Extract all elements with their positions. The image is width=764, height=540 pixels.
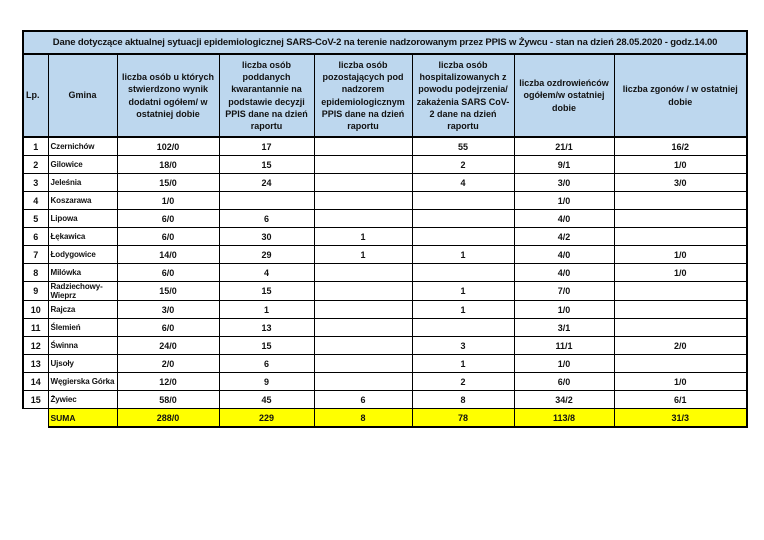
table-row xyxy=(23,156,747,174)
table-row xyxy=(23,301,747,319)
row-value xyxy=(314,355,412,373)
table-row xyxy=(23,337,747,355)
row-value: 15/0 xyxy=(117,174,219,192)
suma-value: 288/0 xyxy=(117,409,219,428)
row-value xyxy=(614,355,747,373)
col-header-hospitalized: liczba osób hospitalizowanych z powodu podejrzenia/ zakażenia SARS CoV-2 dane na dzień raportu xyxy=(412,54,514,137)
row-value: 58/0 xyxy=(117,391,219,409)
row-value: 3/0 xyxy=(514,174,614,192)
row-lp: 5 xyxy=(23,210,48,228)
row-value: 6 xyxy=(219,355,314,373)
table-row xyxy=(23,282,747,301)
row-value xyxy=(412,228,514,246)
row-gmina: Czernichów xyxy=(48,137,117,156)
row-value xyxy=(219,192,314,210)
row-value: 11/1 xyxy=(514,337,614,355)
row-value: 15 xyxy=(219,156,314,174)
suma-row xyxy=(23,409,747,428)
row-lp: 1 xyxy=(23,137,48,156)
row-value: 3/0 xyxy=(614,174,747,192)
row-value: 15 xyxy=(219,337,314,355)
row-value: 4/2 xyxy=(514,228,614,246)
row-value xyxy=(314,282,412,301)
table-row xyxy=(23,192,747,210)
row-value: 2 xyxy=(412,156,514,174)
row-value: 55 xyxy=(412,137,514,156)
row-value xyxy=(614,192,747,210)
row-lp: 8 xyxy=(23,264,48,282)
row-value: 1/0 xyxy=(117,192,219,210)
row-value: 9 xyxy=(219,373,314,391)
row-value: 2/0 xyxy=(614,337,747,355)
suma-value: 31/3 xyxy=(614,409,747,428)
row-gmina: Świnna xyxy=(48,337,117,355)
row-lp: 7 xyxy=(23,246,48,264)
row-value: 1/0 xyxy=(514,355,614,373)
col-header-positive-cases: liczba osób u których stwierdzono wynik dodatni ogółem/ w ostatniej dobie xyxy=(117,54,219,137)
row-value: 21/1 xyxy=(514,137,614,156)
row-value: 3/1 xyxy=(514,319,614,337)
row-gmina: Żywiec xyxy=(48,391,117,409)
row-value xyxy=(614,282,747,301)
row-value xyxy=(314,137,412,156)
row-gmina: Ujsoły xyxy=(48,355,117,373)
row-value: 14/0 xyxy=(117,246,219,264)
row-value xyxy=(314,319,412,337)
row-value: 6/0 xyxy=(117,264,219,282)
row-value xyxy=(314,156,412,174)
row-lp: 3 xyxy=(23,174,48,192)
row-gmina: Milówka xyxy=(48,264,117,282)
row-value xyxy=(314,264,412,282)
row-value xyxy=(614,210,747,228)
row-value: 24/0 xyxy=(117,337,219,355)
row-value xyxy=(314,373,412,391)
row-gmina: Koszarawa xyxy=(48,192,117,210)
table-row xyxy=(23,391,747,409)
row-value: 1 xyxy=(412,246,514,264)
row-value: 1/0 xyxy=(614,156,747,174)
suma-empty-cell xyxy=(23,409,48,428)
table-row xyxy=(23,355,747,373)
row-value: 6/0 xyxy=(117,210,219,228)
suma-value: 113/8 xyxy=(514,409,614,428)
row-lp: 10 xyxy=(23,301,48,319)
row-value: 1/0 xyxy=(514,192,614,210)
row-value: 6/0 xyxy=(514,373,614,391)
table-row xyxy=(23,319,747,337)
row-value xyxy=(314,301,412,319)
table-row xyxy=(23,264,747,282)
col-header-deaths: liczba zgonów / w ostatniej dobie xyxy=(614,54,747,137)
row-gmina: Radziechowy-Wieprz xyxy=(48,282,117,301)
row-gmina: Lipowa xyxy=(48,210,117,228)
row-value: 6 xyxy=(314,391,412,409)
col-header-epidemiological-supervision: liczba osób pozostających pod nadzorem epidemiologicznym PPIS dane na dzień raportu xyxy=(314,54,412,137)
row-value: 1 xyxy=(412,355,514,373)
row-value: 6/1 xyxy=(614,391,747,409)
row-value: 45 xyxy=(219,391,314,409)
row-value xyxy=(412,210,514,228)
row-gmina: Rajcza xyxy=(48,301,117,319)
row-value: 7/0 xyxy=(514,282,614,301)
row-value: 3 xyxy=(412,337,514,355)
row-value: 15/0 xyxy=(117,282,219,301)
suma-label: SUMA xyxy=(48,409,117,428)
row-lp: 2 xyxy=(23,156,48,174)
row-gmina: Węgierska Górka xyxy=(48,373,117,391)
row-gmina: Łodygowice xyxy=(48,246,117,264)
row-lp: 14 xyxy=(23,373,48,391)
row-value: 8 xyxy=(412,391,514,409)
row-value xyxy=(412,319,514,337)
row-value: 2/0 xyxy=(117,355,219,373)
row-lp: 4 xyxy=(23,192,48,210)
col-header-gmina: Gmina xyxy=(48,54,117,137)
row-value: 1/0 xyxy=(614,246,747,264)
row-value xyxy=(314,337,412,355)
row-lp: 15 xyxy=(23,391,48,409)
table-row xyxy=(23,174,747,192)
row-lp: 12 xyxy=(23,337,48,355)
row-value: 1 xyxy=(412,282,514,301)
row-value: 6/0 xyxy=(117,228,219,246)
table-title: Dane dotyczące aktualnej sytuacji epidemiologicznej SARS-CoV-2 na terenie nadzorowanym przez PPIS w Żywcu - stan na dzień 28.05.2020 - godz.14.00 xyxy=(23,31,747,54)
row-value: 1 xyxy=(412,301,514,319)
row-value: 1 xyxy=(314,228,412,246)
row-value: 16/2 xyxy=(614,137,747,156)
row-value: 15 xyxy=(219,282,314,301)
row-value: 18/0 xyxy=(117,156,219,174)
row-lp: 13 xyxy=(23,355,48,373)
row-lp: 9 xyxy=(23,282,48,301)
row-value: 2 xyxy=(412,373,514,391)
row-value xyxy=(314,210,412,228)
row-value: 4 xyxy=(412,174,514,192)
header-row xyxy=(23,54,747,137)
suma-value: 229 xyxy=(219,409,314,428)
row-value: 102/0 xyxy=(117,137,219,156)
col-header-quarantine: liczba osób poddanych kwarantannie na podstawie decyzji PPIS dane na dzień raportu xyxy=(219,54,314,137)
row-value xyxy=(412,192,514,210)
suma-value: 8 xyxy=(314,409,412,428)
row-gmina: Gilowice xyxy=(48,156,117,174)
table-row xyxy=(23,228,747,246)
row-value: 34/2 xyxy=(514,391,614,409)
row-value: 3/0 xyxy=(117,301,219,319)
row-value: 1 xyxy=(219,301,314,319)
epidemic-report-table xyxy=(22,30,748,428)
row-value: 1/0 xyxy=(514,301,614,319)
col-header-recovered: liczba ozdrowieńców ogółem/w ostatniej dobie xyxy=(514,54,614,137)
suma-value: 78 xyxy=(412,409,514,428)
row-value: 6 xyxy=(219,210,314,228)
row-value xyxy=(614,319,747,337)
row-value: 9/1 xyxy=(514,156,614,174)
row-value xyxy=(614,228,747,246)
row-value: 24 xyxy=(219,174,314,192)
row-value xyxy=(314,192,412,210)
row-value: 1 xyxy=(314,246,412,264)
row-gmina: Jeleśnia xyxy=(48,174,117,192)
row-value: 4/0 xyxy=(514,264,614,282)
row-value: 4/0 xyxy=(514,246,614,264)
row-value: 1/0 xyxy=(614,264,747,282)
table-row xyxy=(23,373,747,391)
table-row xyxy=(23,137,747,156)
row-gmina: Ślemień xyxy=(48,319,117,337)
row-value: 12/0 xyxy=(117,373,219,391)
row-lp: 11 xyxy=(23,319,48,337)
row-value: 30 xyxy=(219,228,314,246)
table-body xyxy=(23,137,747,427)
row-value: 17 xyxy=(219,137,314,156)
row-value xyxy=(412,264,514,282)
row-value: 6/0 xyxy=(117,319,219,337)
col-header-lp: Lp. xyxy=(23,54,48,137)
row-value: 4 xyxy=(219,264,314,282)
row-value: 13 xyxy=(219,319,314,337)
row-value: 29 xyxy=(219,246,314,264)
title-row xyxy=(23,31,747,54)
row-value: 1/0 xyxy=(614,373,747,391)
row-lp: 6 xyxy=(23,228,48,246)
table-row xyxy=(23,210,747,228)
row-value: 4/0 xyxy=(514,210,614,228)
table-row xyxy=(23,246,747,264)
row-gmina: Łękawica xyxy=(48,228,117,246)
row-value xyxy=(314,174,412,192)
row-value xyxy=(614,301,747,319)
